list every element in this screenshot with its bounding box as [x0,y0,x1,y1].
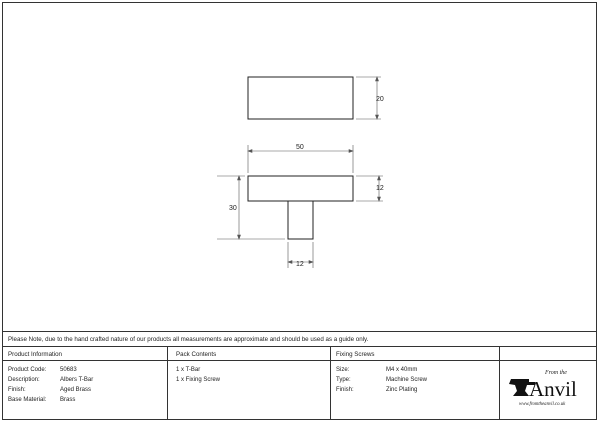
logo-brand-text: Anvil [529,377,577,401]
screw-type-value: Machine Screw [386,377,428,383]
pack-item: 1 x Fixing Screw [176,377,221,383]
description-value: Albers T-Bar [60,377,94,383]
screw-finish-value: Zinc Plating [386,387,418,393]
col-divider-2 [330,346,331,420]
top-view-outline [248,77,353,119]
dim-bar-height-label: 12 [376,185,384,192]
fixing-screws-heading: Fixing Screws [336,351,375,358]
base-material-label: Base Material: [8,397,47,403]
anvil-logo-mark [505,365,593,413]
side-view-bar [248,176,353,201]
col-divider-3 [499,346,500,420]
pack-contents-heading: Pack Contents [176,351,217,358]
screw-size-label: Size: [336,367,350,373]
from-the-anvil-logo [505,365,593,413]
table-header-rule [2,360,597,361]
side-view-stem [288,201,313,239]
base-material-value: Brass [60,397,76,403]
measurement-note: Please Note, due to the hand crafted nature of our products all measurements are approximate and should be used as a guide only. [8,336,369,343]
dim-total-height [217,176,285,239]
col-divider-1 [167,346,168,420]
product-code-value: 50683 [60,367,77,373]
screw-size-value: M4 x 40mm [386,367,418,373]
finish-value: Aged Brass [60,387,92,393]
screw-finish-label: Finish: [336,387,354,393]
dim-width-label: 50 [296,144,304,151]
logo-url-text: www.fromtheanvil.co.uk [519,402,566,407]
dim-total-height-label: 30 [229,205,237,212]
note-top-rule [2,331,597,332]
finish-label: Finish: [8,387,26,393]
dim-stem-width-label: 12 [296,261,304,268]
screw-type-label: Type: [336,377,351,383]
product-code-label: Product Code: [8,367,47,373]
dim-top-height-label: 20 [376,96,384,103]
logo-small-text: From the [545,370,567,376]
product-info-heading: Product Information [8,351,62,358]
description-label: Description: [8,377,40,383]
pack-item: 1 x T-Bar [176,367,201,373]
table-top-rule [2,346,597,347]
